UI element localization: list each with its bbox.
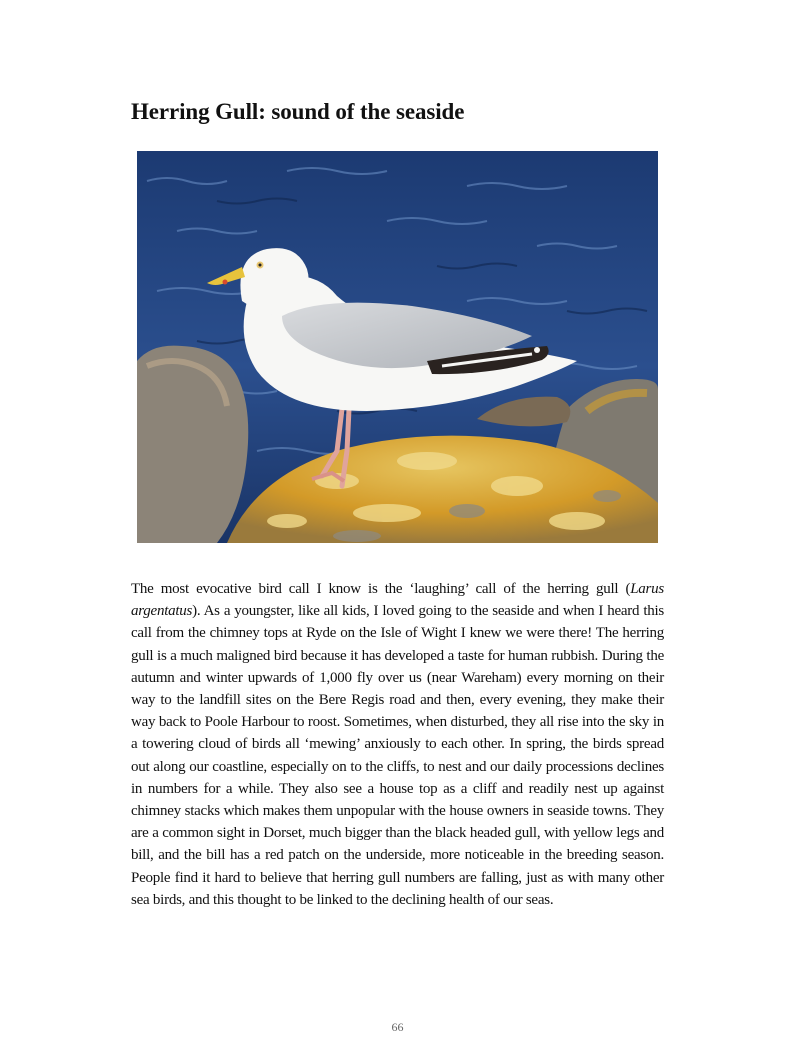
page-number: 66 — [391, 1020, 404, 1034]
left-rock — [137, 346, 248, 543]
paragraph-intro: The most evocative bird call I know is the ‘laughing’ call of the herring gull ( — [131, 581, 631, 597]
species-latin-name: Larus argentatus — [131, 581, 664, 620]
body-paragraph — [131, 578, 664, 911]
gull-head — [240, 248, 308, 315]
page-title: Herring Gull: sound of the seaside — [131, 99, 465, 124]
paragraph-rest: ). As a youngster, like all kids, I loved going to the seaside and when I heard this call from the chimney tops at Ryde on the Isle of Wight I knew we were there! The herring gull is a much maligned bird because it has developed a taste for human rubbish. During the autumn and winter upwards of 1,000 fly over us (near Wareham) every morning on their way to the landfill sites on the Bere Regis road and then, every evening, they make their way back to Poole Harbour to roost. Sometimes, when disturbed, they all rise into the sky in a towering cloud of birds all ‘mewing’ anxiously to each other. In spring, the birds spread out along our coastline, especially on to the cliffs, to nest and our daily processions declines in numbers for a while. They also see a house top as a cliff and readily nest up against chimney stacks which makes them unpopular with the house owners in seaside towns. They are a common sight in Dorset, much bigger than the black headed gull, with yellow legs and bill, and the bill has a red patch on the underside, more noticeable in the breeding season. People find it hard to believe that herring gull numbers are falling, just as with many other sea birds, and this thought to be linked to the declining health of our seas. — [131, 603, 664, 908]
herring-gull-photo — [137, 151, 658, 543]
